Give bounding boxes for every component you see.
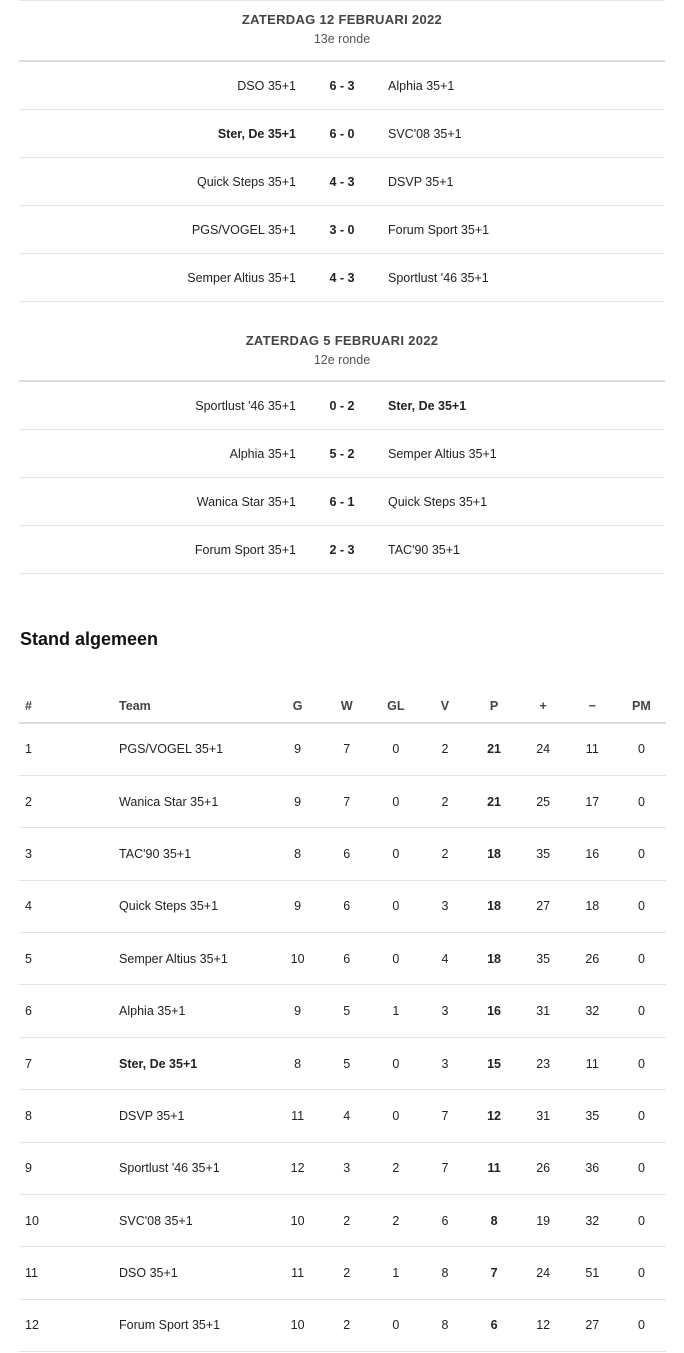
drawn-cell: 0 (371, 1090, 420, 1142)
home-team: Ster, De 35+1 (217, 126, 296, 141)
goals-for-cell: 27 (519, 880, 568, 932)
match-score: 4 - 3 (329, 270, 355, 285)
rank-cell: 2 (19, 775, 119, 827)
won-cell: 5 (322, 985, 371, 1037)
lost-cell: 3 (420, 985, 469, 1037)
lost-cell: 3 (420, 1037, 469, 1089)
match-score: 2 - 3 (329, 542, 355, 557)
played-cell: 10 (273, 1195, 322, 1247)
away-team: Sportlust '46 35+1 (388, 270, 489, 285)
round-header (19, 322, 665, 382)
standings-row[interactable] (19, 985, 666, 1037)
team-name: PGS/VOGEL 35+1 (119, 723, 273, 775)
penalty-points-cell: 0 (617, 933, 666, 985)
team-name: SVC'08 35+1 (119, 1195, 273, 1247)
drawn-cell: 0 (371, 723, 420, 775)
match-row[interactable] (19, 382, 665, 430)
won-cell: 5 (322, 1037, 371, 1089)
points-cell: 11 (470, 1142, 519, 1194)
played-cell: 11 (273, 1247, 322, 1299)
away-team: Semper Altius 35+1 (388, 446, 497, 461)
match-score: 4 - 3 (329, 174, 355, 189)
rank-cell: 10 (19, 1195, 119, 1247)
standings-row[interactable] (19, 1037, 666, 1089)
round-number: 13e ronde (313, 32, 371, 46)
drawn-cell: 1 (371, 1247, 420, 1299)
standings-row[interactable] (19, 1299, 666, 1351)
rank-cell: 12 (19, 1299, 119, 1351)
match-row[interactable] (19, 478, 665, 526)
standings-row[interactable] (19, 1142, 666, 1194)
match-row[interactable] (19, 206, 665, 254)
points-cell: 21 (470, 723, 519, 775)
played-cell: 10 (273, 933, 322, 985)
goals-against-cell: 18 (568, 880, 617, 932)
lost-cell: 7 (420, 1090, 469, 1142)
penalty-points-cell: 0 (617, 1037, 666, 1089)
rank-cell: 5 (19, 933, 119, 985)
lost-cell: 2 (420, 775, 469, 827)
lost-cell: 2 (420, 828, 469, 880)
team-name: Ster, De 35+1 (119, 1037, 273, 1089)
team-name: Alphia 35+1 (119, 985, 273, 1037)
goals-for-cell: 25 (519, 775, 568, 827)
goals-against-cell: 11 (568, 1037, 617, 1089)
round-13-section (19, 0, 665, 302)
goals-against-cell: 32 (568, 985, 617, 1037)
points-cell: 18 (470, 933, 519, 985)
team-name: Sportlust '46 35+1 (119, 1142, 273, 1194)
team-name: Forum Sport 35+1 (119, 1299, 273, 1351)
goals-for-cell: 24 (519, 723, 568, 775)
rank-cell: 4 (19, 880, 119, 932)
played-cell: 9 (273, 880, 322, 932)
won-cell: 4 (322, 1090, 371, 1142)
played-cell: 9 (273, 985, 322, 1037)
goals-for-cell: 35 (519, 933, 568, 985)
drawn-cell: 0 (371, 775, 420, 827)
played-cell: 8 (273, 1037, 322, 1089)
home-team: Alphia 35+1 (229, 446, 296, 461)
won-cell: 3 (322, 1142, 371, 1194)
match-row[interactable] (19, 430, 665, 478)
goals-against-cell: 26 (568, 933, 617, 985)
standings-table (19, 690, 666, 1352)
goals-against-cell: 27 (568, 1299, 617, 1351)
penalty-points-cell: 0 (617, 775, 666, 827)
drawn-cell: 0 (371, 933, 420, 985)
away-team: Quick Steps 35+1 (388, 494, 488, 509)
round-date: ZATERDAG 12 FEBRUARI 2022 (241, 12, 443, 27)
rank-cell: 1 (19, 723, 119, 775)
round-date: ZATERDAG 5 FEBRUARI 2022 (245, 333, 439, 348)
round-12-section (19, 322, 665, 574)
team-name: TAC'90 35+1 (119, 828, 273, 880)
standings-row[interactable] (19, 880, 666, 932)
lost-cell: 6 (420, 1195, 469, 1247)
match-score: 0 - 2 (329, 398, 355, 413)
match-score: 6 - 1 (329, 494, 355, 509)
played-cell: 10 (273, 1299, 322, 1351)
home-team: DSO 35+1 (237, 78, 296, 93)
match-row[interactable] (19, 62, 665, 110)
won-cell: 7 (322, 775, 371, 827)
away-team: Alphia 35+1 (388, 78, 455, 93)
points-cell: 6 (470, 1299, 519, 1351)
goals-for-cell: 19 (519, 1195, 568, 1247)
penalty-points-cell: 0 (617, 1299, 666, 1351)
goals-against-cell: 17 (568, 775, 617, 827)
rank-cell: 8 (19, 1090, 119, 1142)
home-team: Forum Sport 35+1 (194, 542, 296, 557)
played-cell: 9 (273, 775, 322, 827)
match-row[interactable] (19, 526, 665, 574)
standings-row[interactable] (19, 1247, 666, 1299)
col-header-penalty-points[interactable]: PM (617, 690, 666, 723)
won-cell: 6 (322, 880, 371, 932)
played-cell: 8 (273, 828, 322, 880)
standings-row[interactable] (19, 1195, 666, 1247)
goals-for-cell: 31 (519, 1090, 568, 1142)
lost-cell: 8 (420, 1247, 469, 1299)
goals-for-cell: 23 (519, 1037, 568, 1089)
home-team: Quick Steps 35+1 (196, 174, 296, 189)
penalty-points-cell: 0 (617, 880, 666, 932)
match-row[interactable] (19, 158, 665, 206)
col-header-lost[interactable]: V (420, 690, 469, 723)
round-header (19, 1, 665, 62)
standings-title: Stand algemeen (20, 629, 159, 649)
home-team: PGS/VOGEL 35+1 (191, 222, 296, 237)
home-team: Semper Altius 35+1 (187, 270, 296, 285)
penalty-points-cell: 0 (617, 1142, 666, 1194)
col-header-drawn[interactable]: GL (371, 690, 420, 723)
rank-cell: 9 (19, 1142, 119, 1194)
penalty-points-cell: 0 (617, 985, 666, 1037)
played-cell: 9 (273, 723, 322, 775)
team-name: Semper Altius 35+1 (119, 933, 273, 985)
lost-cell: 7 (420, 1142, 469, 1194)
drawn-cell: 1 (371, 985, 420, 1037)
points-cell: 21 (470, 775, 519, 827)
away-team: SVC'08 35+1 (388, 126, 462, 141)
drawn-cell: 0 (371, 828, 420, 880)
match-score: 6 - 3 (329, 78, 355, 93)
lost-cell: 4 (420, 933, 469, 985)
match-row[interactable] (19, 254, 665, 302)
col-header-played[interactable]: G (273, 690, 322, 723)
col-header-points[interactable]: P (470, 690, 519, 723)
standings-row[interactable] (19, 933, 666, 985)
penalty-points-cell: 0 (617, 1090, 666, 1142)
won-cell: 2 (322, 1299, 371, 1351)
points-cell: 12 (470, 1090, 519, 1142)
rank-cell: 11 (19, 1247, 119, 1299)
played-cell: 11 (273, 1090, 322, 1142)
goals-against-cell: 16 (568, 828, 617, 880)
lost-cell: 3 (420, 880, 469, 932)
won-cell: 6 (322, 933, 371, 985)
points-cell: 15 (470, 1037, 519, 1089)
away-team: DSVP 35+1 (388, 174, 454, 189)
played-cell: 12 (273, 1142, 322, 1194)
penalty-points-cell: 0 (617, 1195, 666, 1247)
lost-cell: 8 (420, 1299, 469, 1351)
col-header-goals-against[interactable]: − (568, 690, 617, 723)
home-team: Sportlust '46 35+1 (195, 398, 296, 413)
col-header-goals-for[interactable]: + (519, 690, 568, 723)
match-score: 5 - 2 (329, 446, 355, 461)
team-name: Wanica Star 35+1 (119, 775, 273, 827)
points-cell: 7 (470, 1247, 519, 1299)
goals-for-cell: 12 (519, 1299, 568, 1351)
standings-row[interactable] (19, 828, 666, 880)
drawn-cell: 2 (371, 1195, 420, 1247)
drawn-cell: 2 (371, 1142, 420, 1194)
goals-for-cell: 24 (519, 1247, 568, 1299)
round-number: 12e ronde (313, 353, 371, 367)
points-cell: 16 (470, 985, 519, 1037)
col-header-won[interactable]: W (322, 690, 371, 723)
goals-for-cell: 35 (519, 828, 568, 880)
goals-against-cell: 51 (568, 1247, 617, 1299)
rank-cell: 7 (19, 1037, 119, 1089)
goals-for-cell: 26 (519, 1142, 568, 1194)
rank-cell: 3 (19, 828, 119, 880)
match-row[interactable] (19, 110, 665, 158)
goals-against-cell: 36 (568, 1142, 617, 1194)
goals-for-cell: 31 (519, 985, 568, 1037)
drawn-cell: 0 (371, 1299, 420, 1351)
standings-row[interactable] (19, 723, 666, 775)
away-team: TAC'90 35+1 (388, 542, 460, 557)
goals-against-cell: 11 (568, 723, 617, 775)
goals-against-cell: 35 (568, 1090, 617, 1142)
won-cell: 2 (322, 1247, 371, 1299)
drawn-cell: 0 (371, 880, 420, 932)
points-cell: 8 (470, 1195, 519, 1247)
won-cell: 2 (322, 1195, 371, 1247)
drawn-cell: 0 (371, 1037, 420, 1089)
match-score: 3 - 0 (329, 222, 355, 237)
penalty-points-cell: 0 (617, 1247, 666, 1299)
standings-row[interactable] (19, 1090, 666, 1142)
won-cell: 6 (322, 828, 371, 880)
col-header-rank[interactable]: # (19, 690, 119, 723)
team-name: Quick Steps 35+1 (119, 880, 273, 932)
rank-cell: 6 (19, 985, 119, 1037)
match-score: 6 - 0 (329, 126, 355, 141)
away-team: Ster, De 35+1 (388, 398, 467, 413)
points-cell: 18 (470, 880, 519, 932)
team-name: DSVP 35+1 (119, 1090, 273, 1142)
away-team: Forum Sport 35+1 (388, 222, 490, 237)
home-team: Wanica Star 35+1 (196, 494, 296, 509)
lost-cell: 2 (420, 723, 469, 775)
team-name: DSO 35+1 (119, 1247, 273, 1299)
penalty-points-cell: 0 (617, 828, 666, 880)
standings-row[interactable] (19, 775, 666, 827)
goals-against-cell: 32 (568, 1195, 617, 1247)
won-cell: 7 (322, 723, 371, 775)
col-header-team[interactable]: Team (119, 690, 273, 723)
penalty-points-cell: 0 (617, 723, 666, 775)
standings-header-row (19, 690, 666, 723)
points-cell: 18 (470, 828, 519, 880)
